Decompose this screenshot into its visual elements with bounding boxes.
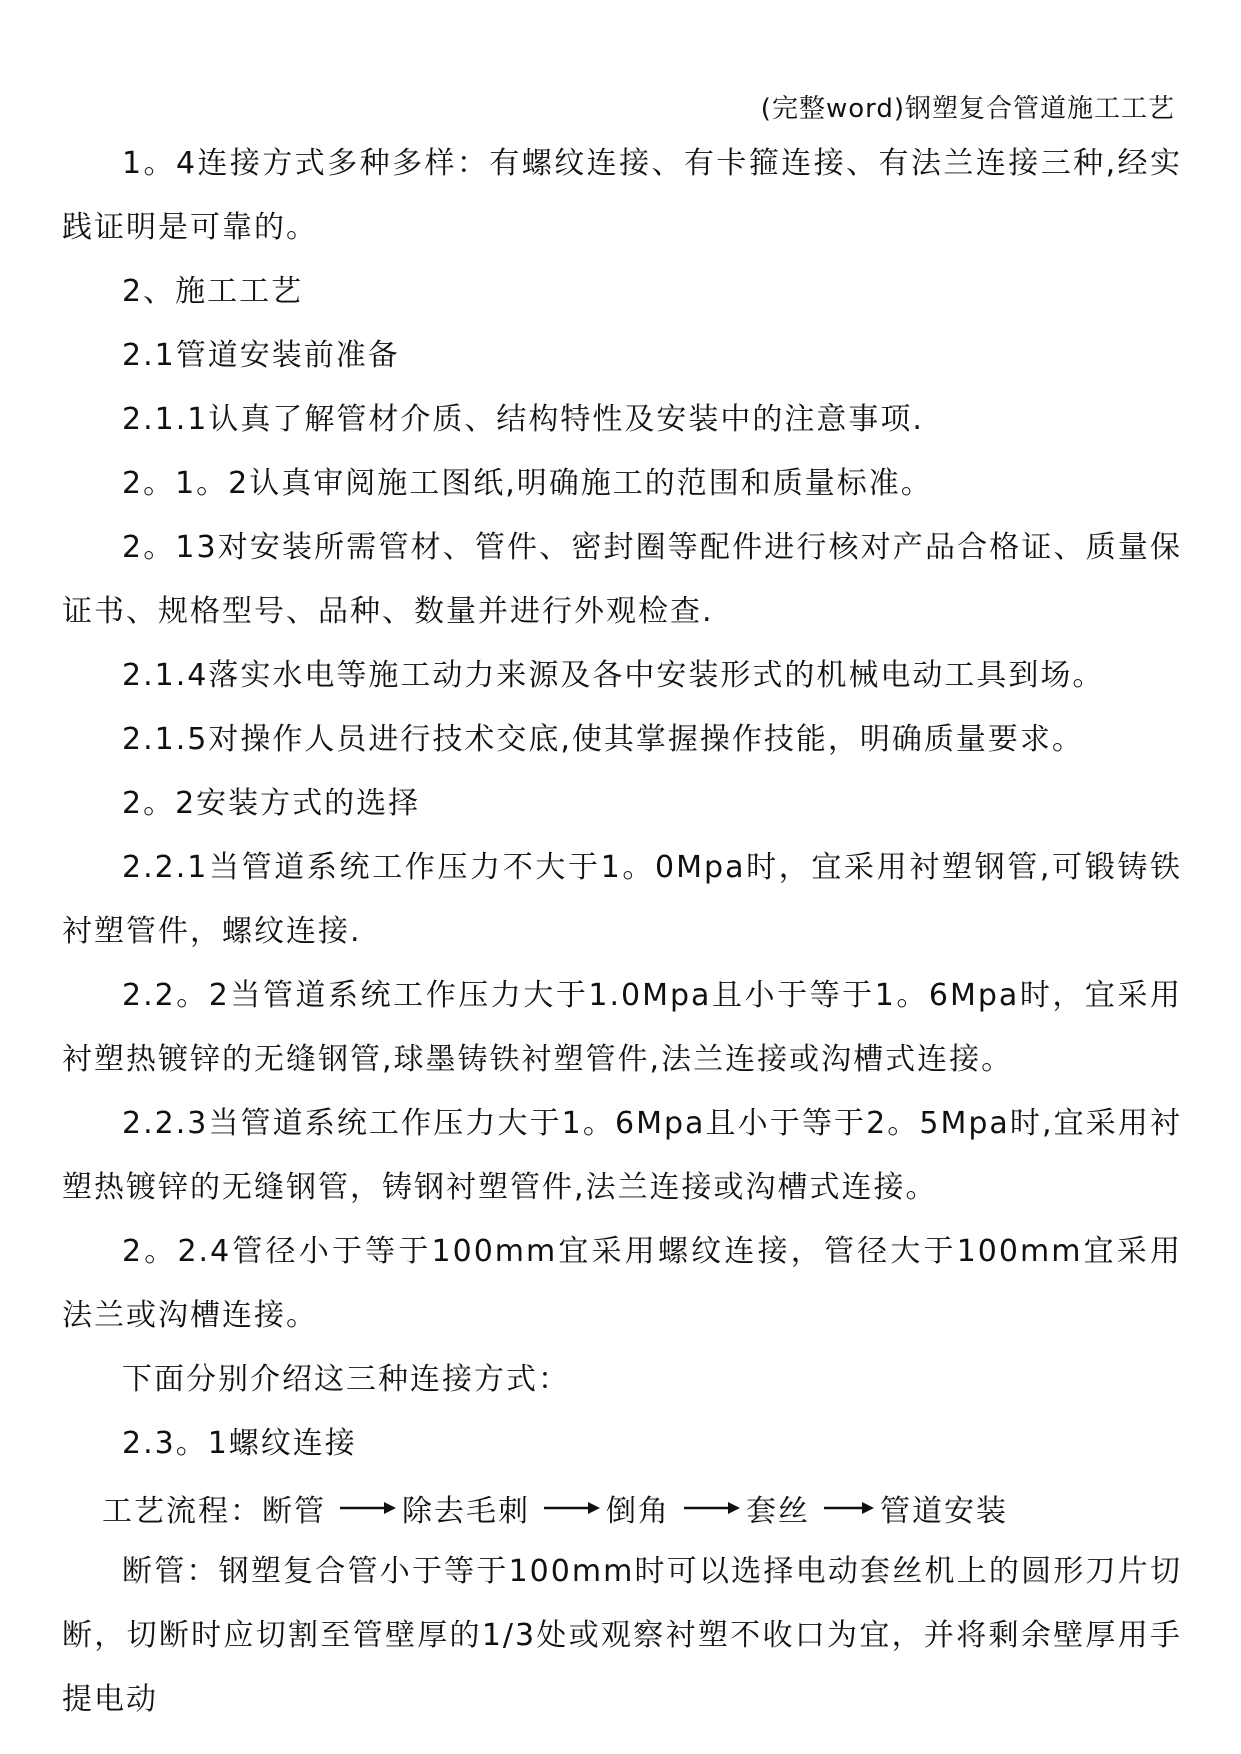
flow-step-chamfer: 倒角: [606, 1494, 670, 1529]
paragraph-2-1-2: 2。1。2认真审阅施工图纸,明确施工的范围和质量标准。: [122, 466, 933, 501]
heading-preparation: 2.1管道安装前准备: [122, 338, 400, 373]
heading-threaded-connection: 2.3。1螺纹连接: [122, 1426, 357, 1461]
process-flow: [62, 1476, 1182, 1540]
heading-construction-process: 2、施工工艺: [122, 274, 304, 309]
flow-step-install: 管道安装: [880, 1494, 1008, 1529]
flow-step-threading: 套丝: [746, 1494, 810, 1529]
arrow-right-icon: [824, 1501, 874, 1515]
paragraph-2-1-1: 2.1.1认真了解管材介质、结构特性及安装中的注意事项.: [122, 402, 924, 437]
document-body: [62, 132, 1182, 1732]
paragraph-connection-methods: 1。4连接方式多种多样：有螺纹连接、有卡箍连接、有法兰连接三种,经实践证明是可靠的。: [62, 146, 1182, 245]
heading-installation-selection: 2。2安装方式的选择: [122, 786, 421, 821]
paragraph-2-2-2: 2.2。2当管道系统工作压力大于1.0Mpa且小于等于1。6Mpa时，宜采用衬塑热镀锌的无缝钢管,球墨铸铁衬塑管件,法兰连接或沟槽式连接。: [62, 978, 1182, 1077]
process-flow-label: 工艺流程：: [102, 1494, 262, 1529]
paragraph-2-1-5: 2.1.5对操作人员进行技术交底,使其掌握操作技能，明确质量要求。: [122, 722, 1084, 757]
paragraph-2-2-4: 2。2.4管径小于等于100mm宜采用螺纹连接，管径大于100mm宜采用法兰或沟槽连接。: [62, 1234, 1182, 1333]
paragraph-2-1-3: 2。13对安装所需管材、管件、密封圈等配件进行核对产品合格证、质量保证书、规格型号、品种、数量并进行外观检查.: [62, 530, 1182, 629]
arrow-right-icon: [544, 1501, 600, 1515]
paragraph-2-2-1: 2.2.1当管道系统工作压力不大于1。0Mpa时，宜采用衬塑钢管,可锻铸铁衬塑管件，螺纹连接.: [62, 850, 1182, 949]
flow-step-cut: 断管: [262, 1494, 326, 1529]
arrow-right-icon: [340, 1501, 396, 1515]
paragraph-2-1-4: 2.1.4落实水电等施工动力来源及各中安装形式的机械电动工具到场。: [122, 658, 1105, 693]
paragraph-intro-methods: 下面分别介绍这三种连接方式：: [122, 1362, 570, 1397]
arrow-right-icon: [684, 1501, 740, 1515]
paragraph-cutting: 断管：钢塑复合管小于等于100mm时可以选择电动套丝机上的圆形刀片切断，切断时应切割至管壁厚的1/3处或观察衬塑不收口为宜，并将剩余壁厚用手提电动: [62, 1554, 1182, 1717]
page-header-title: (完整word)钢塑复合管道施工工艺: [760, 94, 1175, 124]
flow-step-deburr: 除去毛刺: [402, 1494, 530, 1529]
paragraph-2-2-3: 2.2.3当管道系统工作压力大于1。6Mpa且小于等于2。5Mpa时,宜采用衬塑热镀锌的无缝钢管，铸钢衬塑管件,法兰连接或沟槽式连接。: [62, 1106, 1182, 1205]
